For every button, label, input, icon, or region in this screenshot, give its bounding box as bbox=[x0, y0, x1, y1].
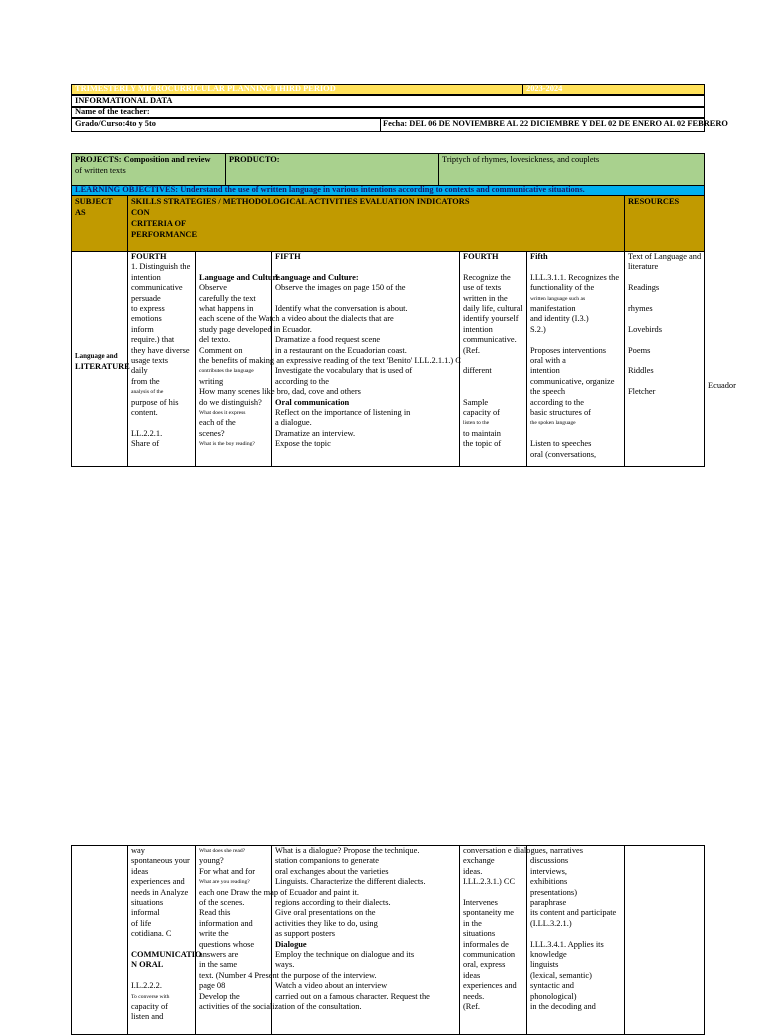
resources-header-label: RESOURCES bbox=[628, 197, 680, 206]
cell-text-line bbox=[628, 314, 701, 324]
cell-text-line: study page developed in Ecuador. bbox=[199, 324, 312, 334]
cell-text-line: basic structures of bbox=[530, 408, 591, 418]
cell-text-line: spontaneous your bbox=[131, 856, 190, 866]
date-range: Fecha: DEL 06 DE NOVIEMBRE AL 22 DICIEMBRE Y DEL 02 DE ENERO AL 02 FEBRERO bbox=[383, 119, 728, 128]
cell-text-line: from the bbox=[131, 376, 160, 386]
cell-text-line bbox=[628, 294, 701, 304]
cell-text-line: Lovebirds bbox=[628, 324, 662, 334]
cell-text-line: ways. bbox=[275, 960, 295, 970]
cell-text-line bbox=[275, 325, 412, 335]
cell-text-line: scenes? bbox=[199, 428, 225, 438]
cell-text-line: linguists bbox=[530, 960, 559, 970]
cell-text-line: paraphrase bbox=[530, 898, 567, 908]
cell-text-line: Recognize the bbox=[463, 272, 511, 282]
cell-text-line: the benefits of making an expressive reading of the text 'Benito' I.LL.2.1.1.) C bbox=[199, 356, 461, 366]
cell-text-line: intention bbox=[131, 272, 161, 282]
cell-text-line: oral, express bbox=[463, 960, 506, 970]
cell-text-line: For what and for bbox=[199, 866, 256, 876]
cell-text-line bbox=[463, 356, 523, 366]
row1-col-resources bbox=[628, 252, 701, 398]
subject-header-line1: SUBJECT bbox=[75, 197, 113, 206]
cell-text-line: its content and participate bbox=[530, 908, 617, 918]
cell-text-line: answers are bbox=[199, 950, 239, 960]
row1-col-fourth-skills bbox=[131, 252, 190, 450]
cell-text-line: What does she read? bbox=[199, 848, 246, 854]
cell-text-line: write the bbox=[199, 929, 229, 939]
cell-text-line: functionality of the bbox=[530, 283, 595, 293]
cell-text-line: interviews, bbox=[530, 866, 567, 876]
cell-text-line: Identify what the conversation is about. bbox=[275, 304, 408, 313]
cell-text-line: communicative bbox=[131, 283, 183, 293]
cell-text-line: contributes the language bbox=[199, 368, 254, 375]
cell-text-line: station companions to generate bbox=[275, 856, 379, 866]
cell-text-line: carefully the text bbox=[199, 293, 256, 303]
cell-text-line: each scene of the Watch a video about the dialects that are bbox=[199, 314, 394, 324]
cell-text-line: phonological) bbox=[530, 991, 577, 1001]
cell-text-line: activities of the socialization of the consultation. bbox=[199, 1002, 362, 1012]
cell-text-line: oral with a bbox=[530, 356, 566, 366]
cell-text-line: Employ the technique on dialogue and its bbox=[275, 950, 415, 960]
cell-text-line bbox=[131, 940, 202, 950]
cell-text-line: Poems bbox=[628, 345, 651, 355]
cell-text-line: written in the bbox=[463, 293, 508, 303]
cell-text-line: spontaneity me bbox=[463, 908, 514, 918]
cell-text-line: identify yourself bbox=[463, 314, 519, 324]
cell-text-line: to express bbox=[131, 304, 165, 314]
cell-text-line bbox=[131, 419, 190, 429]
row1-col-fifth-indicators bbox=[530, 252, 619, 460]
cell-text-line: Dramatize a food request scene bbox=[275, 335, 381, 345]
cell-text-line: analysis of the bbox=[131, 389, 164, 396]
learning-objectives: LEARNING OBJECTIVES: Understand the use of written language in various intentions according to contexts and communicative situations. bbox=[75, 185, 585, 194]
cell-text-line: Develop the bbox=[199, 991, 240, 1001]
cell-text-line bbox=[530, 335, 619, 345]
cell-text-line: (I.LL.3.2.1.) bbox=[530, 918, 572, 928]
cell-text-line: they have diverse bbox=[131, 345, 190, 355]
cell-text-line bbox=[275, 294, 412, 304]
cell-text-line: and identity (I.3.) bbox=[530, 314, 589, 324]
teacher-row bbox=[71, 107, 705, 118]
cell-text-line: What are you reading? bbox=[199, 879, 250, 886]
cell-text-line: daily life, cultural bbox=[463, 304, 523, 314]
skills-header-line1: SKILLS STRATEGIES / METHODOLOGICAL ACTIVITIES EVALUATION INDICATORS bbox=[131, 197, 470, 206]
cell-text-line bbox=[530, 262, 619, 272]
cell-text-line: I.L.2.2.2. bbox=[131, 981, 162, 991]
cell-text-line bbox=[530, 929, 616, 939]
cell-text-line: young? bbox=[199, 856, 224, 866]
cell-text-line: Text of Language and bbox=[628, 252, 702, 261]
cell-text-line: (Ref. bbox=[463, 345, 480, 355]
cell-text-line: I.LL.3.1.1. Recognizes the bbox=[530, 272, 620, 282]
cell-text-line: (Ref. bbox=[463, 1002, 480, 1012]
cell-text-line: exhibitions bbox=[530, 877, 568, 887]
ecuador-label: Ecuador bbox=[708, 381, 736, 390]
cell-text-line: FOURTH bbox=[131, 252, 167, 261]
cell-text-line: activities they like to do, using bbox=[275, 918, 378, 928]
cell-text-line bbox=[463, 387, 523, 397]
cell-text-line: ideas bbox=[131, 866, 149, 876]
document-title: TRIMESTERLY MICROCURRICULAR PLANNING THIRD PERIOD bbox=[75, 84, 336, 93]
cell-text-line: the speech bbox=[530, 387, 566, 397]
cell-text-line: daily bbox=[131, 366, 148, 376]
cell-text-line: each one Draw the map of Ecuador and paint it. bbox=[199, 887, 359, 897]
informational-data: INFORMATIONAL DATA bbox=[75, 96, 173, 105]
cell-text-line: experiences and bbox=[463, 981, 517, 991]
cell-text-line bbox=[628, 273, 701, 283]
cell-text-line: Investigate the vocabulary that is used of bbox=[275, 366, 413, 376]
cell-text-line: syntactic and bbox=[530, 981, 574, 991]
cell-text-line: Comment on bbox=[199, 345, 243, 355]
cell-text-line bbox=[275, 314, 412, 324]
row1-col-fourth-indicators bbox=[463, 252, 523, 450]
cell-text-line: require.) that bbox=[131, 335, 175, 345]
cell-text-line: way bbox=[131, 846, 145, 855]
producto-label: PRODUCTO: bbox=[229, 155, 280, 164]
cell-text-line: questions whose bbox=[199, 939, 255, 949]
cell-text-line: written language such as bbox=[530, 295, 586, 302]
cell-text-line: (lexical, semantic) bbox=[530, 970, 592, 980]
cell-text-line: Fifth bbox=[530, 252, 548, 261]
cell-text-line: del texto. bbox=[199, 335, 231, 345]
cell-text-line: to maintain bbox=[463, 428, 501, 438]
cell-text-line: Proposes interventions bbox=[530, 345, 607, 355]
cell-text-line: usage texts bbox=[131, 356, 168, 366]
cell-text-line: LL.2.2.1. bbox=[131, 428, 163, 438]
subject-header-line2: AS bbox=[75, 208, 86, 217]
cell-text-line: in the same bbox=[199, 960, 238, 970]
cell-text-line: rhymes bbox=[628, 304, 653, 313]
cell-text-line: capacity of bbox=[131, 1002, 168, 1012]
cell-text-line: use of texts bbox=[463, 283, 502, 293]
cell-text-line: communication bbox=[463, 950, 516, 960]
cell-text-line: Linguists. Characterize the different dialects. bbox=[275, 877, 426, 887]
cell-text-line: Read this bbox=[199, 908, 231, 918]
cell-text-line bbox=[275, 971, 430, 981]
cell-text-line: Language and Culture bbox=[199, 272, 280, 282]
cell-text-line: page 08 bbox=[199, 981, 226, 991]
cell-text-line: exchange bbox=[463, 856, 495, 866]
skills-header-line4: PERFORMANCE bbox=[131, 230, 198, 239]
cell-text-line: listen and bbox=[131, 1012, 164, 1022]
cell-text-line: listen to the bbox=[463, 420, 490, 427]
cell-text-line: carried out on a famous character. Request the bbox=[275, 991, 430, 1001]
cell-text-line bbox=[275, 888, 430, 898]
cell-text-line: N ORAL bbox=[131, 960, 164, 970]
cell-text-line: I.LL.2.3.1.) CC bbox=[463, 877, 516, 887]
cell-text-line: the topic of bbox=[463, 439, 502, 449]
cell-text-line: Readings bbox=[628, 283, 660, 293]
cell-text-line: To converse with bbox=[131, 993, 170, 1000]
cell-text-line: Sample bbox=[463, 397, 489, 407]
cell-text-line: presentations) bbox=[530, 887, 577, 897]
cell-text-line: communicative. bbox=[463, 335, 517, 345]
subject-literature: LITERATURE bbox=[75, 362, 130, 371]
cell-text-line: ideas bbox=[463, 970, 481, 980]
cell-text-line: literature bbox=[628, 262, 659, 272]
cell-text-line: information and bbox=[199, 918, 253, 928]
cell-text-line: situations bbox=[463, 929, 496, 939]
cell-text-line bbox=[463, 377, 523, 387]
cell-text-line bbox=[628, 356, 701, 366]
teacher-name: Name of the teacher: bbox=[75, 107, 150, 116]
cell-text-line: ideas. bbox=[463, 866, 483, 876]
cell-text-line: of life bbox=[131, 918, 152, 928]
cell-text-line: in the decoding and bbox=[530, 1002, 596, 1012]
school-year: 2023-2024 bbox=[526, 84, 563, 93]
cell-text-line bbox=[530, 429, 619, 439]
cell-text-line: of the scenes. bbox=[199, 898, 245, 908]
cell-text-line: oral (conversations, bbox=[530, 449, 597, 459]
cell-text-line: FIFTH bbox=[275, 252, 301, 261]
cell-text-line bbox=[275, 387, 412, 397]
cell-text-line bbox=[628, 377, 701, 387]
cell-text-line: emotions bbox=[131, 314, 162, 324]
cell-text-line: as support posters bbox=[275, 929, 336, 939]
cell-text-line: communicative, organize bbox=[530, 376, 615, 386]
cell-text-line: knowledge bbox=[530, 950, 567, 960]
cell-text-line: do we distinguish? bbox=[199, 397, 262, 407]
cell-text-line: needs. bbox=[463, 991, 485, 1001]
cell-text-line: S.2.) bbox=[530, 324, 546, 334]
cell-text-line: intention bbox=[463, 324, 493, 334]
cell-text-line: what happens in bbox=[199, 304, 254, 313]
cell-text-line: Intervenes bbox=[463, 898, 498, 908]
cell-text-line: What is the boy reading? bbox=[199, 441, 255, 448]
projects-value-line2: of written texts bbox=[75, 166, 126, 175]
cell-text-line: persuade bbox=[131, 293, 161, 303]
cell-text-line: the spoken language bbox=[530, 420, 576, 427]
cell-text-line: FOURTH bbox=[463, 252, 499, 261]
cell-text-line: a dialogue. bbox=[275, 418, 312, 428]
cell-text-line bbox=[530, 846, 616, 856]
cell-text-line bbox=[275, 262, 412, 272]
subject-language: Language and bbox=[75, 352, 118, 360]
cell-text-line: Share of bbox=[131, 439, 160, 449]
cell-text-line: informales de bbox=[463, 939, 509, 949]
cell-text-line: needs in Analyze bbox=[131, 887, 189, 897]
cell-text-line: inform bbox=[131, 324, 154, 334]
cell-text-line: regions according to their dialects. bbox=[275, 898, 391, 908]
cell-text-line: oral exchanges about the varieties bbox=[275, 866, 389, 876]
cell-text-line: What is a dialogue? Propose the technique. bbox=[275, 846, 420, 855]
cell-text-line: Expose the topic bbox=[275, 439, 331, 449]
cell-text-line: different bbox=[463, 366, 492, 376]
cell-text-line: according to the bbox=[530, 397, 584, 407]
skills-header-line3: CRITERIA OF bbox=[131, 219, 187, 228]
cell-text-line: Listen to speeches bbox=[530, 439, 592, 449]
cell-text-line: How many scenes like bro, dad, cove and others bbox=[199, 387, 361, 397]
cell-text-line: Dramatize an interview. bbox=[275, 428, 356, 438]
cell-text-line: Give oral presentations on the bbox=[275, 908, 376, 918]
grade-course: Grado/Curso:4to y 5to bbox=[75, 119, 156, 128]
cell-text-line: capacity of bbox=[463, 408, 500, 418]
cell-text-line: content. bbox=[131, 408, 158, 418]
cell-text-line: intention bbox=[530, 366, 560, 376]
cell-text-line: Observe the images on page 150 of the bbox=[275, 283, 406, 293]
cell-text-line: What does it express bbox=[199, 410, 246, 417]
cell-text-line: informal bbox=[131, 908, 160, 918]
cell-text-line: text. (Number 4 Present the purpose of the interview. bbox=[199, 970, 377, 980]
cell-text-line: Language and Culture: bbox=[275, 272, 359, 282]
cell-text-line: conversation e dialogues, narratives bbox=[463, 846, 583, 855]
cell-text-line: according to the bbox=[275, 376, 329, 386]
row2-col-fifth bbox=[275, 846, 430, 1002]
cell-text-line bbox=[463, 262, 523, 272]
cell-text-line: 1. Distinguish the bbox=[131, 262, 191, 272]
cell-text-line: I.LL.3.4.1. Applies its bbox=[530, 939, 604, 949]
cell-text-line: experiences and bbox=[131, 877, 185, 887]
cell-text-line: Riddles bbox=[628, 366, 654, 376]
cell-text-line bbox=[628, 335, 701, 345]
cell-text-line: Fletcher bbox=[628, 387, 656, 397]
skills-header-line2: CON bbox=[131, 208, 150, 217]
cell-text-line: discussions bbox=[530, 856, 569, 866]
cell-text-line bbox=[275, 356, 412, 366]
row2-col-fifth-indicators bbox=[530, 846, 616, 1012]
cell-text-line: manifestation bbox=[530, 304, 576, 314]
cell-text-line: cotidiana. C bbox=[131, 929, 172, 939]
product-description: Triptych of rhymes, lovesickness, and couplets bbox=[442, 155, 600, 164]
cell-text-line: Dialogue bbox=[275, 939, 307, 949]
cell-text-line bbox=[131, 971, 202, 981]
cell-text-line: in a restaurant on the Ecuadorian coast. bbox=[275, 345, 407, 355]
cell-text-line: situations bbox=[131, 898, 164, 908]
cell-text-line: Watch a video about an interview bbox=[275, 981, 388, 991]
cell-text-line: Reflect on the importance of listening in bbox=[275, 408, 411, 417]
row2-col-fourth-skills bbox=[131, 846, 202, 1023]
projects-label: PROJECTS: Composition and review bbox=[75, 155, 211, 164]
cell-text-line: COMMUNICATIO bbox=[131, 950, 202, 960]
cell-text-line: writing bbox=[199, 376, 224, 386]
row1-col-fifth bbox=[275, 252, 412, 450]
cell-text-line: Oral communication bbox=[275, 397, 350, 407]
cell-text-line: in the bbox=[463, 918, 482, 928]
cell-text-line: Observe bbox=[199, 283, 227, 293]
cell-text-line: purpose of his bbox=[131, 397, 179, 407]
cell-text-line: each of the bbox=[199, 418, 236, 428]
